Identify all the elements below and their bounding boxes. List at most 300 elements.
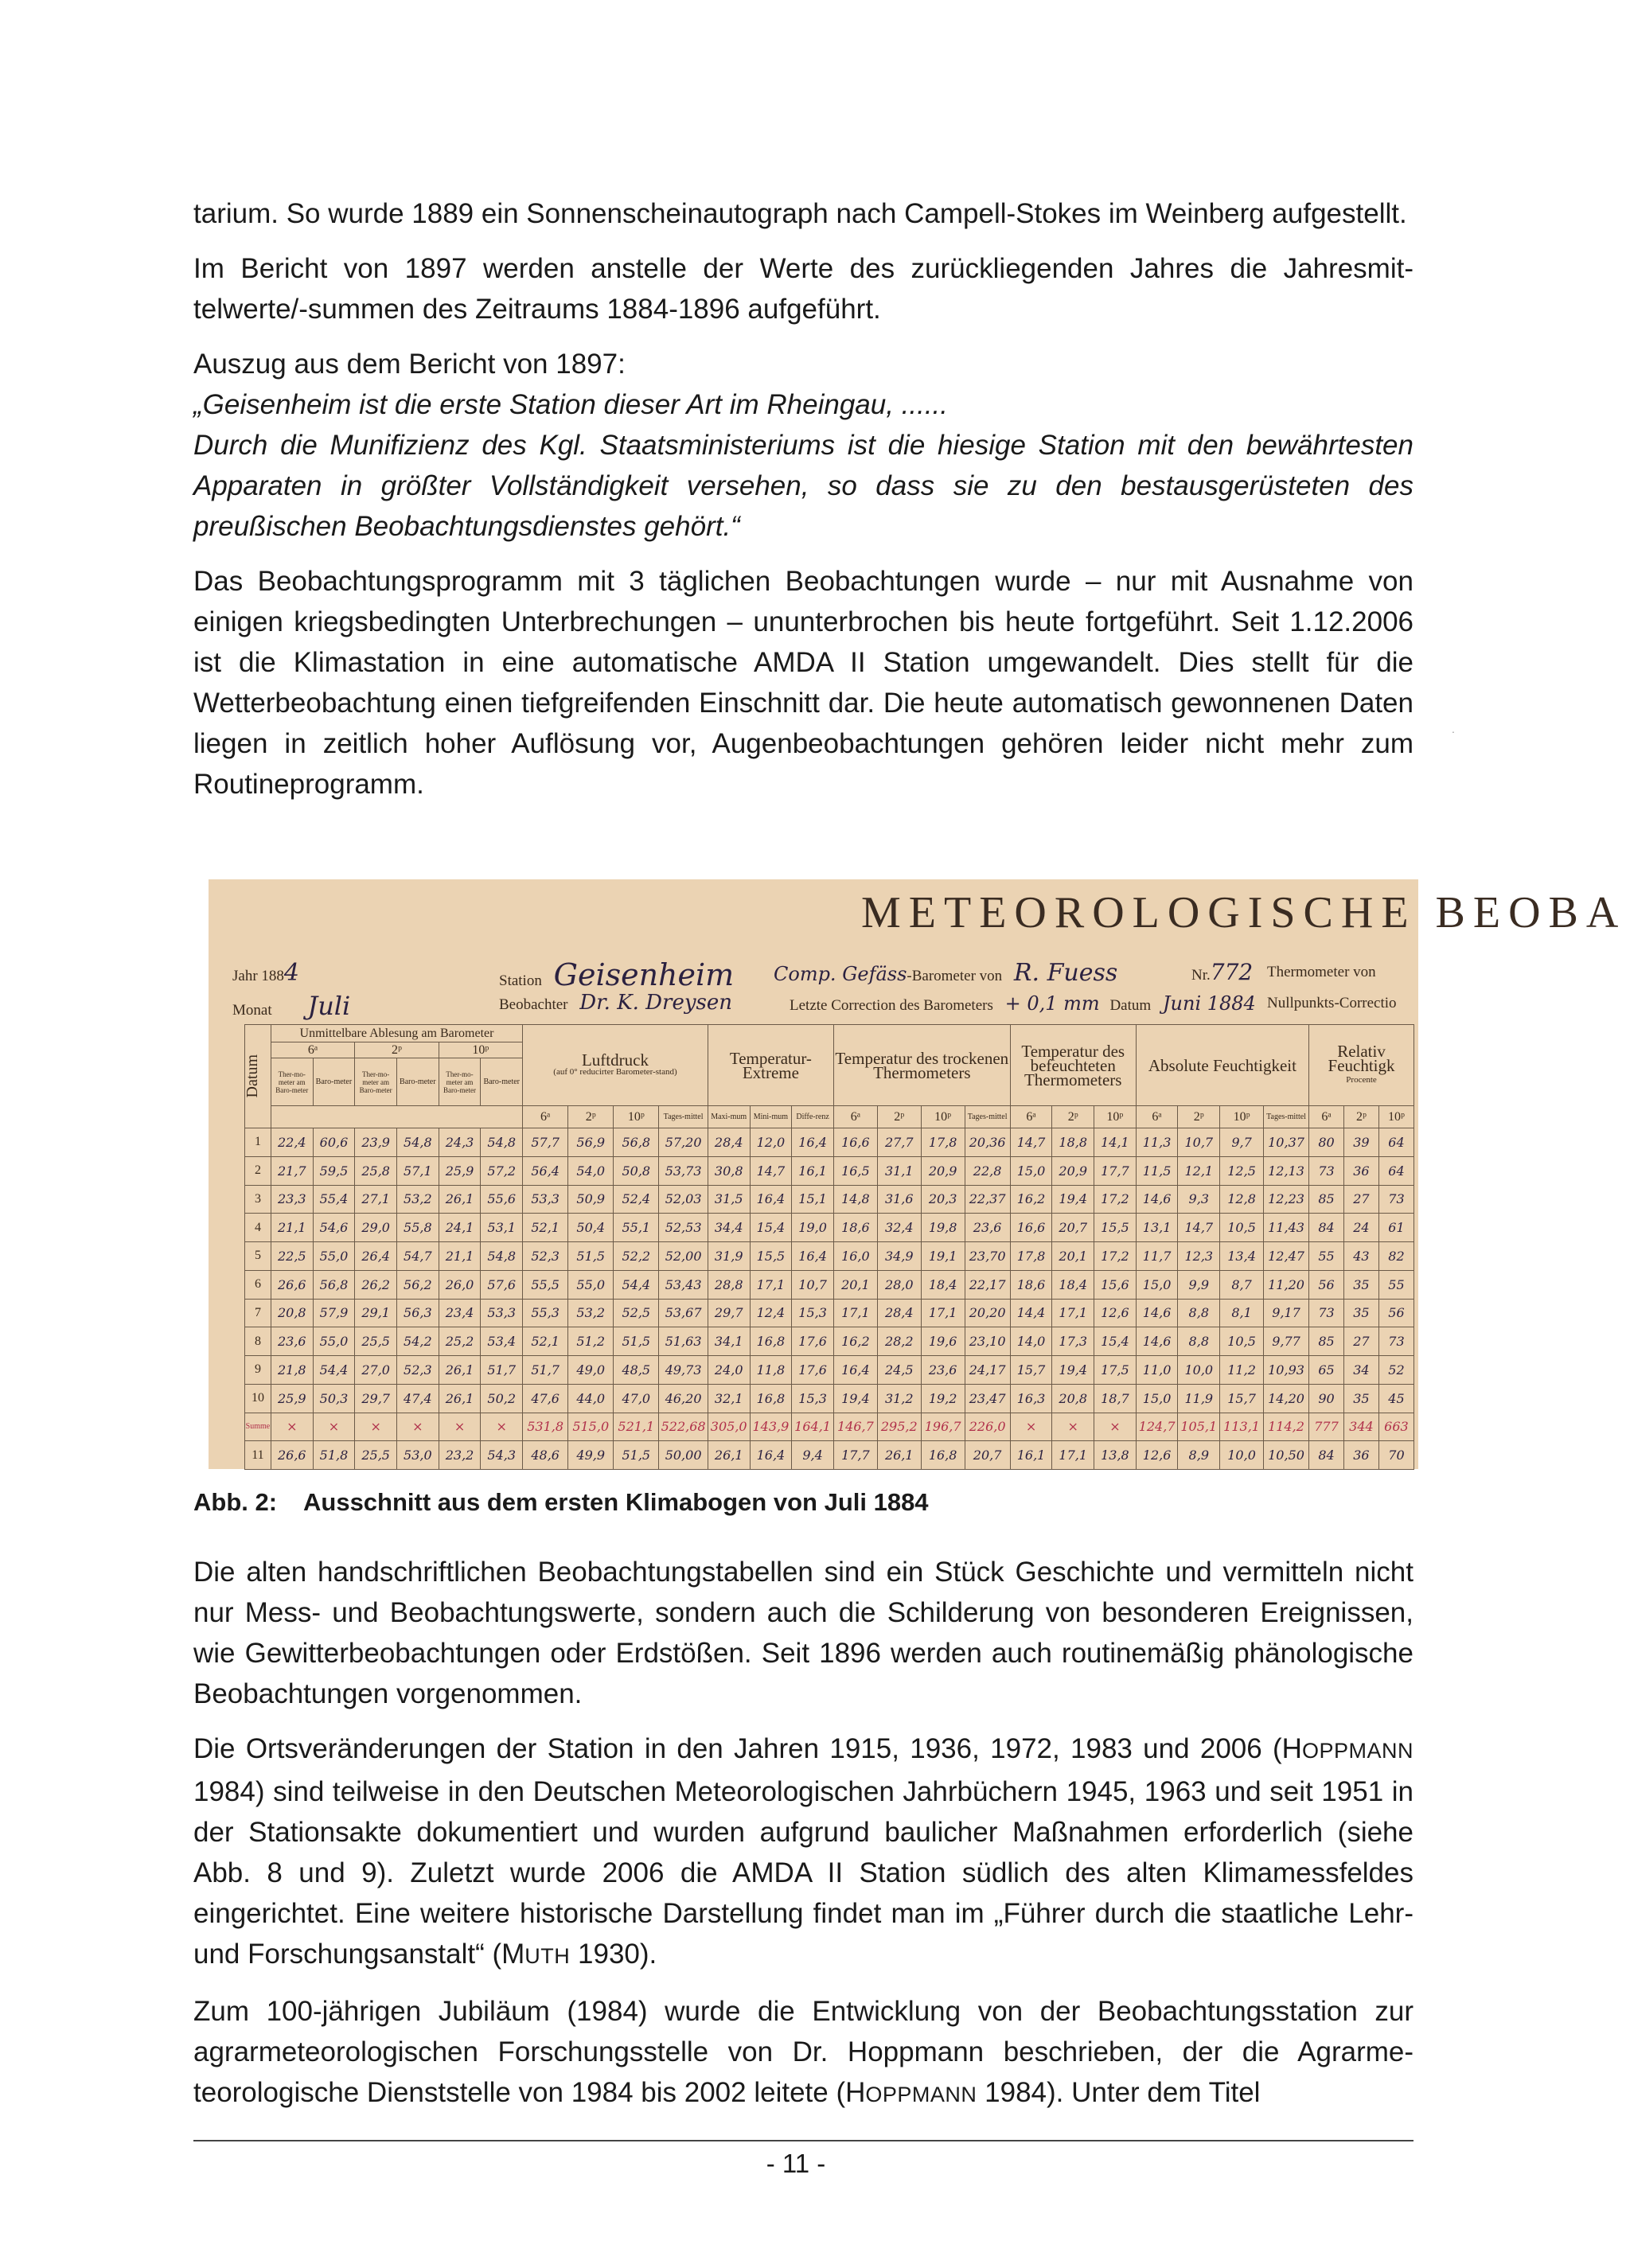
table-cell: 19,4 [1052,1185,1094,1214]
table-cell: 12,5 [1220,1156,1264,1185]
table-cell: 51,2 [568,1327,614,1356]
sub-hour: 10ᵖ [1220,1106,1264,1128]
table-cell: 18,4 [1052,1270,1094,1299]
table-cell: 52,1 [523,1327,568,1356]
table-cell: 16,8 [750,1384,792,1413]
table-cell: 35 [1343,1299,1378,1327]
table-cell: 12,3 [1178,1242,1220,1271]
table-cell: × [313,1413,355,1441]
table-cell: 23,4 [439,1299,481,1327]
table-cell: 20,1 [833,1270,877,1299]
baro-header: Baro-meter [313,1058,355,1106]
table-cell: 11,8 [750,1356,792,1385]
table-cell: 16,4 [792,1128,834,1157]
table-cell: 21,7 [271,1156,313,1185]
sub-hour: 6ᵃ [833,1106,877,1128]
table-cell: 53,0 [396,1441,439,1470]
table-cell: 30,8 [708,1156,750,1185]
table-cell: 16,4 [833,1356,877,1385]
table-cell: 31,1 [877,1156,921,1185]
row-day: Summe [245,1413,271,1441]
table-cell: 11,20 [1264,1270,1309,1299]
thermometer-field: Thermometer von [1267,964,1376,980]
table-cell: 52,5 [614,1299,659,1327]
table-cell: 57,2 [481,1156,523,1185]
table-cell: 26,1 [877,1441,921,1470]
table-cell: 12,6 [1136,1441,1178,1470]
table-cell: 18,8 [1052,1128,1094,1157]
paragraph-orts: Die Ortsveränderungen der Station in den Jahren 1915, 1936, 1972, 1983 und 2006 (HOPPMANN 1984) sind teilweise in den Deutschen Meteorologischen Jahrbüchern 1945, 1963 und seit 1951 in der Stationsakte dokumentiert und wurden aufgrund baulicher Maßnahmen erforderlich (siehe Abb. 8 und 9). Zuletzt wurde 2006 die AMDA II Station südlich des alten Klimamessfeldes eingerichtet. Eine weitere historische Darstellung findet man im „Führer durch die staatliche Lehr- und Forschungsanstalt“ (MUTH 1930). [193,1733,1413,1970]
table-cell: 19,8 [921,1214,965,1242]
table-cell: 11,0 [1136,1356,1178,1385]
table-cell: 56,3 [396,1299,439,1327]
sub-hour: 6ᵃ [1309,1106,1344,1128]
table-cell: 51,5 [614,1327,659,1356]
table-row [245,1185,1414,1214]
table-cell: 10,93 [1264,1356,1309,1385]
table-cell: 12,4 [750,1299,792,1327]
table-row [245,1242,1414,1271]
table-cell: 56,4 [523,1156,568,1185]
table-cell: 31,5 [708,1185,750,1214]
nullpunkt-field: Nullpunkts-Correctio [1267,995,1397,1011]
table-cell: 23,47 [965,1384,1010,1413]
table-cell: 55,0 [568,1270,614,1299]
row-day: 5 [245,1242,271,1271]
table-cell: 19,2 [921,1384,965,1413]
row-day: 3 [245,1185,271,1214]
datum-header: Datum [245,1025,271,1128]
table-cell: 15,0 [1010,1156,1052,1185]
table-cell: 54,4 [313,1356,355,1385]
table-cell: 49,73 [659,1356,708,1385]
table-cell: 39 [1343,1128,1378,1157]
table-cell: 18,6 [1010,1270,1052,1299]
table-cell: 26,1 [439,1356,481,1385]
table-cell: 55,4 [313,1185,355,1214]
table-cell: 26,4 [355,1242,397,1271]
table-cell: 52,03 [659,1185,708,1214]
table-cell: 53,73 [659,1156,708,1185]
table-cell: 52 [1378,1356,1413,1385]
table-cell: 54,8 [396,1128,439,1157]
table-cell: 54,3 [481,1441,523,1470]
table-cell: 17,7 [1094,1156,1137,1185]
table-cell: 14,6 [1136,1299,1178,1327]
table-cell: 57,9 [313,1299,355,1327]
table-cell: 12,23 [1264,1185,1309,1214]
table-cell: 14,7 [1010,1128,1052,1157]
table-cell: 25,8 [355,1156,397,1185]
table-cell: 23,6 [965,1214,1010,1242]
table-cell: 9,4 [792,1441,834,1470]
table-cell: 531,8 [523,1413,568,1441]
table-cell: 57,1 [396,1156,439,1185]
table-cell: 52,3 [396,1356,439,1385]
table-cell: 28,4 [877,1299,921,1327]
table-cell: 14,1 [1094,1128,1137,1157]
table-cell: × [271,1413,313,1441]
table-cell: 24,0 [708,1356,750,1385]
row-day: 11 [245,1441,271,1470]
table-cell: 22,17 [965,1270,1010,1299]
table-row [245,1299,1414,1327]
table-cell: 70 [1378,1441,1413,1470]
table-cell: 15,6 [1094,1270,1137,1299]
table-cell: 47,6 [523,1384,568,1413]
table-row [245,1270,1414,1299]
table-cell: 23,70 [965,1242,1010,1271]
table-cell: 52,2 [614,1242,659,1271]
table-cell: 14,0 [1010,1327,1052,1356]
row-day: 6 [245,1270,271,1299]
table-cell: 15,0 [1136,1270,1178,1299]
table-cell: 29,7 [708,1299,750,1327]
table-cell: 27,0 [355,1356,397,1385]
paragraph: Die alten handschriftlichen Beobachtungstabellen sind ein Stück Geschichte und vermitteln nicht nur Mess- und Beobachtungswerte, sondern auch die Schilderung von besonderen Ereignissen, wie Gewitterbeobachtungen oder Erdstößen. Seit 1896 werden auch routinemäßig phänologische Beobachtungen vorgenommen. [193,1557,1413,1709]
table-cell: 52,00 [659,1242,708,1271]
bottom-text [193,1552,1413,2115]
table-cell: 56 [1378,1299,1413,1327]
table-cell: 52,53 [659,1214,708,1242]
table-cell: 17,1 [1052,1299,1094,1327]
table-cell: 12,0 [750,1128,792,1157]
table-cell: 17,8 [921,1128,965,1157]
table-cell: 26,2 [355,1270,397,1299]
table-cell: 64 [1378,1128,1413,1157]
sub-hour: 10ᵖ [1094,1106,1137,1128]
table-cell: 85 [1309,1185,1344,1214]
sub-hour: 2ᵖ [568,1106,614,1128]
table-cell: 113,1 [1220,1413,1264,1441]
table-cell: 11,9 [1178,1384,1220,1413]
table-cell: 49,0 [568,1356,614,1385]
table-cell: 164,1 [792,1413,834,1441]
table-cell: 20,20 [965,1299,1010,1327]
row-day: 7 [245,1299,271,1327]
table-cell: 20,36 [965,1128,1010,1157]
table-cell: 31,6 [877,1185,921,1214]
paragraph: Im Bericht von 1897 werden anstelle der Werte des zurückliegenden Jahres die Jahresmittelwerte/-summen des Zeitraums 1884-1896 aufgeführt. [193,253,1413,325]
table-cell: 17,1 [833,1299,877,1327]
table-cell: 22,5 [271,1242,313,1271]
table-cell: 57,7 [523,1128,568,1157]
table-cell: 17,8 [1010,1242,1052,1271]
table-cell: 52,1 [523,1214,568,1242]
table-cell: × [481,1413,523,1441]
table-cell: 21,1 [271,1214,313,1242]
temp-extreme-header: Temperatur-Extreme [708,1025,833,1106]
table-cell: 15,7 [1220,1384,1264,1413]
table-cell: × [1094,1413,1137,1441]
table-cell: 8,7 [1220,1270,1264,1299]
table-cell: 16,6 [1010,1214,1052,1242]
table-cell: 20,7 [965,1441,1010,1470]
ther-header: Ther-mo-meter am Baro-meter [439,1058,481,1106]
table-cell: 51,8 [313,1441,355,1470]
page-number: - 11 - [766,2149,826,2178]
table-cell: 31,9 [708,1242,750,1271]
abs-feucht-header: Absolute Feuchtigkeit [1136,1025,1308,1106]
nr-field: Nr.772 [1191,959,1254,985]
table-cell: 16,0 [833,1242,877,1271]
table-cell: 9,7 [1220,1128,1264,1157]
table-cell: 64 [1378,1156,1413,1185]
table-cell: 34,1 [708,1327,750,1356]
table-cell: 24 [1343,1214,1378,1242]
sub-tagesmittel: Tages-mittel [659,1106,708,1128]
sheet-title: METEOROLOGISCHE BEOBA [861,888,1626,937]
sub-minimum: Mini-mum [750,1106,792,1128]
table-cell: 65 [1309,1356,1344,1385]
table-cell: 143,9 [750,1413,792,1441]
table-cell: 16,6 [833,1128,877,1157]
top-text [193,193,1413,805]
quote-intro: Auszug aus dem Bericht von 1897: [193,349,626,380]
table-cell: 48,5 [614,1356,659,1385]
table-cell: 16,8 [921,1441,965,1470]
table-cell: 24,5 [877,1356,921,1385]
table-cell: 14,7 [1178,1214,1220,1242]
table-cell: 54,8 [481,1242,523,1271]
table-cell: 25,5 [355,1441,397,1470]
table-cell: 16,3 [1010,1384,1052,1413]
table-cell: 24,1 [439,1214,481,1242]
table-cell: 10,37 [1264,1128,1309,1157]
table-cell: 23,3 [271,1185,313,1214]
ther-header: Ther-mo-meter am Baro-meter [271,1058,313,1106]
table-cell: 12,47 [1264,1242,1309,1271]
table-cell: 15,4 [750,1214,792,1242]
table-row [245,1441,1414,1470]
table-cell: 27,7 [877,1128,921,1157]
table-cell: 663 [1378,1413,1413,1441]
table-cell: 305,0 [708,1413,750,1441]
table-cell: 43 [1343,1242,1378,1271]
table-cell: 53,43 [659,1270,708,1299]
table-cell: 51,7 [523,1356,568,1385]
table-cell: 54,2 [396,1327,439,1356]
table-cell: 9,77 [1264,1327,1309,1356]
table-cell: 16,1 [1010,1441,1052,1470]
table-cell: 14,8 [833,1185,877,1214]
table-cell: 777 [1309,1413,1344,1441]
quote-line: Durch die Munifizienz des Kgl. Staatsministeriums ist die hiesige Station mit den bewährtesten Apparaten in größter Vollständigkeit versehen, so dass sie zu den bestausgerüsteten des preußischen Beobachtungsdienstes gehört.“ [193,430,1413,542]
table-cell: 25,2 [439,1327,481,1356]
beobachter-field: Beobachter Dr. K. Dreysen [499,991,732,1015]
table-cell: 15,3 [792,1384,834,1413]
table-cell: × [1010,1413,1052,1441]
table-cell: 16,2 [833,1327,877,1356]
table-cell: 55,6 [481,1185,523,1214]
monat-field: Monat Juli [232,991,351,1021]
table-cell: 17,2 [1094,1242,1137,1271]
table-cell: 27 [1343,1185,1378,1214]
table-cell: 35 [1343,1384,1378,1413]
table-cell: 57,6 [481,1270,523,1299]
table-cell: 21,1 [439,1242,481,1271]
table-cell: 11,43 [1264,1214,1309,1242]
table-cell: 46,20 [659,1384,708,1413]
table-cell: 515,0 [568,1413,614,1441]
table-cell: 16,4 [792,1242,834,1271]
table-cell: 20,9 [1052,1156,1094,1185]
table-cell: 14,6 [1136,1327,1178,1356]
table-cell: 26,6 [271,1270,313,1299]
table-cell: 28,2 [877,1327,921,1356]
table-cell: 295,2 [877,1413,921,1441]
table-cell: 53,3 [481,1299,523,1327]
table-cell: 11,7 [1136,1242,1178,1271]
table-cell: 11,3 [1136,1128,1178,1157]
sub-hour: 10ᵖ [614,1106,659,1128]
table-cell: 56 [1309,1270,1344,1299]
table-cell: 27,1 [355,1185,397,1214]
table-cell: 19,0 [792,1214,834,1242]
table-cell: 53,4 [481,1327,523,1356]
table-cell: 9,17 [1264,1299,1309,1327]
table-cell: 54,0 [568,1156,614,1185]
table-cell: 20,8 [1052,1384,1094,1413]
hour-10-header: 10ᵖ [439,1042,522,1058]
table-cell: 19,4 [833,1384,877,1413]
table-cell: 17,1 [1052,1441,1094,1470]
table-cell: 31,2 [877,1384,921,1413]
table-cell: 26,6 [271,1441,313,1470]
table-cell: 56,9 [568,1128,614,1157]
table-cell: 20,8 [271,1299,313,1327]
table-cell: 8,1 [1220,1299,1264,1327]
table-cell: 18,6 [833,1214,877,1242]
table-cell: 55,1 [614,1214,659,1242]
table-cell: 13,4 [1220,1242,1264,1271]
row-day: 10 [245,1384,271,1413]
table-cell: 73 [1309,1299,1344,1327]
table-row [245,1384,1414,1413]
table-cell: 54,7 [396,1242,439,1271]
table-cell: 10,50 [1264,1441,1309,1470]
table-cell: 15,0 [1136,1384,1178,1413]
table-cell: 51,7 [481,1356,523,1385]
table-cell: 80 [1309,1128,1344,1157]
sub-hour: 2ᵖ [877,1106,921,1128]
sub-hour: 10ᵖ [1378,1106,1413,1128]
table-cell: 15,7 [1010,1356,1052,1385]
table-cell: 51,5 [614,1441,659,1470]
table-cell: 85 [1309,1327,1344,1356]
sub-tagesmittel: Tages-mittel [965,1106,1010,1128]
station-field: Station Geisenheim [499,957,735,992]
paragraph-jubilaeum: Zum 100-jährigen Jubiläum (1984) wurde die Entwicklung von der Beobachtungsstation zur agrarmeteorologischen Forschungsstelle von Dr. Hoppmann beschrieben, der die Agrarmeteorologische Dienststelle von 1984 bis 2002 leitete (HOPPMANN 1984). Unter dem Titel [193,1996,1413,2108]
table-cell: 25,5 [355,1327,397,1356]
table-row [245,1413,1414,1441]
table-cell: 17,5 [1094,1356,1137,1385]
table-cell: 50,00 [659,1441,708,1470]
table-cell: 25,9 [439,1156,481,1185]
table-cell: 55,0 [313,1327,355,1356]
table-cell: 24,3 [439,1128,481,1157]
table-cell: 16,1 [792,1156,834,1185]
table-cell: 521,1 [614,1413,659,1441]
table-cell: 12,6 [1094,1299,1137,1327]
table-cell: 45 [1378,1384,1413,1413]
sub-hour: 6ᵃ [523,1106,568,1128]
table-cell: 19,1 [921,1242,965,1271]
table-cell: 17,6 [792,1356,834,1385]
table-cell: 15,3 [792,1299,834,1327]
hour-6-header: 6ᵃ [271,1042,354,1058]
table-cell: 10,5 [1220,1214,1264,1242]
table-cell: 52,3 [523,1242,568,1271]
table-cell: 55,0 [313,1242,355,1271]
table-cell: 15,5 [1094,1214,1137,1242]
table-cell: 55 [1309,1242,1344,1271]
table-cell: 13,8 [1094,1441,1137,1470]
sub-differenz: Diffe-renz [792,1106,834,1128]
table-cell: 55,3 [523,1299,568,1327]
table-cell: 50,2 [481,1384,523,1413]
table-cell: 47,0 [614,1384,659,1413]
table-cell: 146,7 [833,1413,877,1441]
luftdruck-header: Luftdruck (auf 0° reducirter Barometer-stand) [523,1025,708,1106]
table-cell: 114,2 [1264,1413,1309,1441]
table-cell: 53,67 [659,1299,708,1327]
table-cell: 105,1 [1178,1413,1220,1441]
table-cell: 50,3 [313,1384,355,1413]
table-cell: 36 [1343,1441,1378,1470]
table-cell: 19,6 [921,1327,965,1356]
table-cell: 29,0 [355,1214,397,1242]
table-cell: 14,6 [1136,1185,1178,1214]
table-cell: 9,9 [1178,1270,1220,1299]
table-cell: 226,0 [965,1413,1010,1441]
table-cell: 84 [1309,1441,1344,1470]
table-cell: 49,9 [568,1441,614,1470]
table-cell: 73 [1309,1156,1344,1185]
table-cell: 90 [1309,1384,1344,1413]
table-row [245,1128,1414,1157]
sub-hour: 10ᵖ [921,1106,965,1128]
table-cell: 56,8 [614,1128,659,1157]
ther-header: Ther-mo-meter am Baro-meter [355,1058,397,1106]
table-cell: 26,1 [439,1185,481,1214]
table-cell: 55,5 [523,1270,568,1299]
table-cell: 56,8 [313,1270,355,1299]
table-cell: 53,3 [523,1185,568,1214]
table-cell: 10,7 [1178,1128,1220,1157]
table-cell: 17,3 [1052,1327,1094,1356]
sub-tagesmittel: Tages-mittel [1264,1106,1309,1128]
table-cell: 54,6 [313,1214,355,1242]
table-cell: 56,2 [396,1270,439,1299]
sub-hour: 6ᵃ [1136,1106,1178,1128]
sub-hour: 2ᵖ [1178,1106,1220,1128]
table-cell: × [396,1413,439,1441]
table-cell: 84 [1309,1214,1344,1242]
table-cell: 11,2 [1220,1356,1264,1385]
table-cell: 124,7 [1136,1413,1178,1441]
table-cell: 52,4 [614,1185,659,1214]
table-cell: 36 [1343,1156,1378,1185]
table-cell: 20,9 [921,1156,965,1185]
table-cell: 73 [1378,1327,1413,1356]
table-cell: × [1052,1413,1094,1441]
caption-text: Ausschnitt aus dem ersten Klimabogen von Juli 1884 [303,1488,929,1516]
table-cell: 14,4 [1010,1299,1052,1327]
scan-mark: . [1452,723,1455,735]
table-cell: 10,5 [1220,1327,1264,1356]
table-cell: 25,9 [271,1384,313,1413]
